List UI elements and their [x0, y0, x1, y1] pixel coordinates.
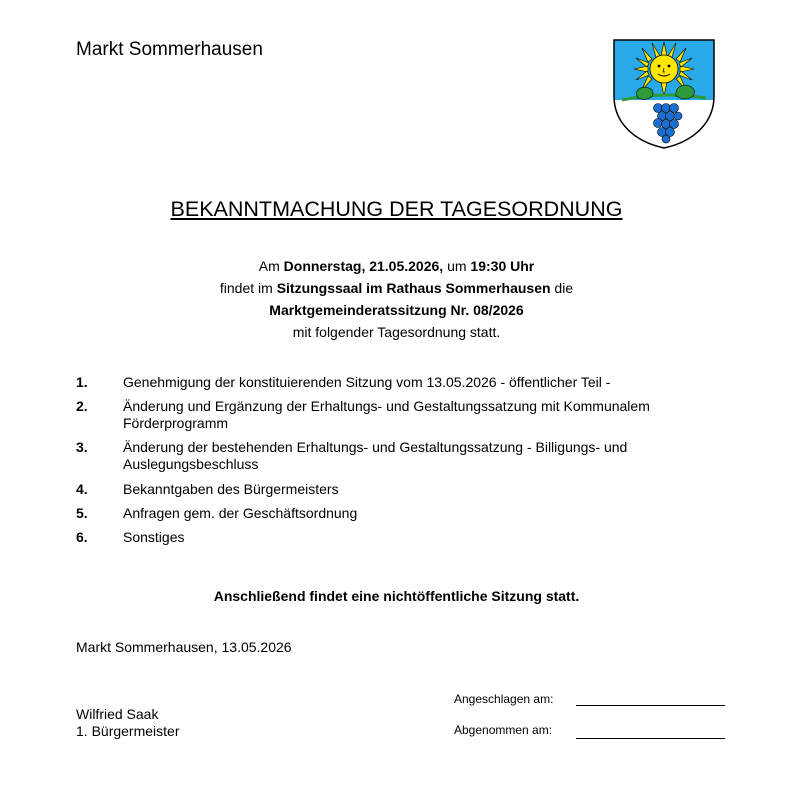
crest-left-leaf	[637, 87, 654, 99]
posted-on-line	[576, 705, 725, 706]
place-and-date: Markt Sommerhausen, 13.05.2026	[76, 639, 292, 655]
posted-on-label: Angeschlagen am:	[454, 692, 554, 706]
agenda-number: 3.	[76, 439, 88, 455]
intro-line-3	[0, 299, 793, 321]
crest-right-leaf	[676, 85, 694, 99]
meeting-date: Donnerstag, 21.05.2026,	[283, 258, 444, 274]
signer-title: 1. Bürgermeister	[76, 723, 180, 739]
agenda-text: Bekanntgaben des Bürgermeisters	[123, 481, 339, 497]
agenda-number: 6.	[76, 529, 88, 545]
agenda-text: Änderung der bestehenden Erhaltungs- und Gestaltungssatzung - Billigungs- und Auslegungsbeschluss	[123, 439, 628, 472]
agenda-number: 1.	[76, 374, 88, 390]
signer-name: Wilfried Saak	[76, 706, 159, 722]
intro-text: mit folgender Tagesordnung statt.	[292, 324, 501, 340]
removed-on-line	[576, 738, 725, 739]
meeting-location: Sitzungssaal im Rathaus Sommerhausen	[276, 280, 551, 296]
closing-note: Anschließend findet eine nichtöffentliche Sitzung statt.	[213, 588, 580, 604]
meeting-name: Marktgemeinderatssitzung Nr. 08/2026	[269, 302, 524, 318]
municipality-name: Markt Sommerhausen	[76, 39, 263, 60]
intro-text: um	[443, 258, 471, 274]
agenda-text: Genehmigung der konstituierenden Sitzung vom 13.05.2026 - öffentlicher Teil -	[123, 374, 611, 390]
agenda-text: Anfragen gem. der Geschäftsordnung	[123, 505, 358, 521]
agenda-text: Sonstiges	[123, 529, 185, 545]
coat-of-arms-icon	[612, 38, 716, 150]
intro-line-1	[0, 255, 793, 277]
meeting-intro	[0, 255, 793, 343]
intro-text: die	[550, 280, 574, 296]
removed-on-label: Abgenommen am:	[454, 723, 553, 737]
intro-text: findet im	[219, 280, 277, 296]
intro-line-2	[0, 277, 793, 299]
agenda-text: Änderung und Ergänzung der Erhaltungs- und Gestaltungssatzung mit Kommunalem Förderprogramm	[123, 398, 650, 431]
agenda-number: 5.	[76, 505, 88, 521]
document-title: BEKANNTMACHUNG DER TAGESORDNUNG	[170, 197, 623, 221]
intro-text: Am	[258, 258, 284, 274]
intro-line-4	[0, 321, 793, 343]
agenda-number: 4.	[76, 481, 88, 497]
meeting-time: 19:30 Uhr	[470, 258, 535, 274]
agenda-number: 2.	[76, 398, 88, 414]
